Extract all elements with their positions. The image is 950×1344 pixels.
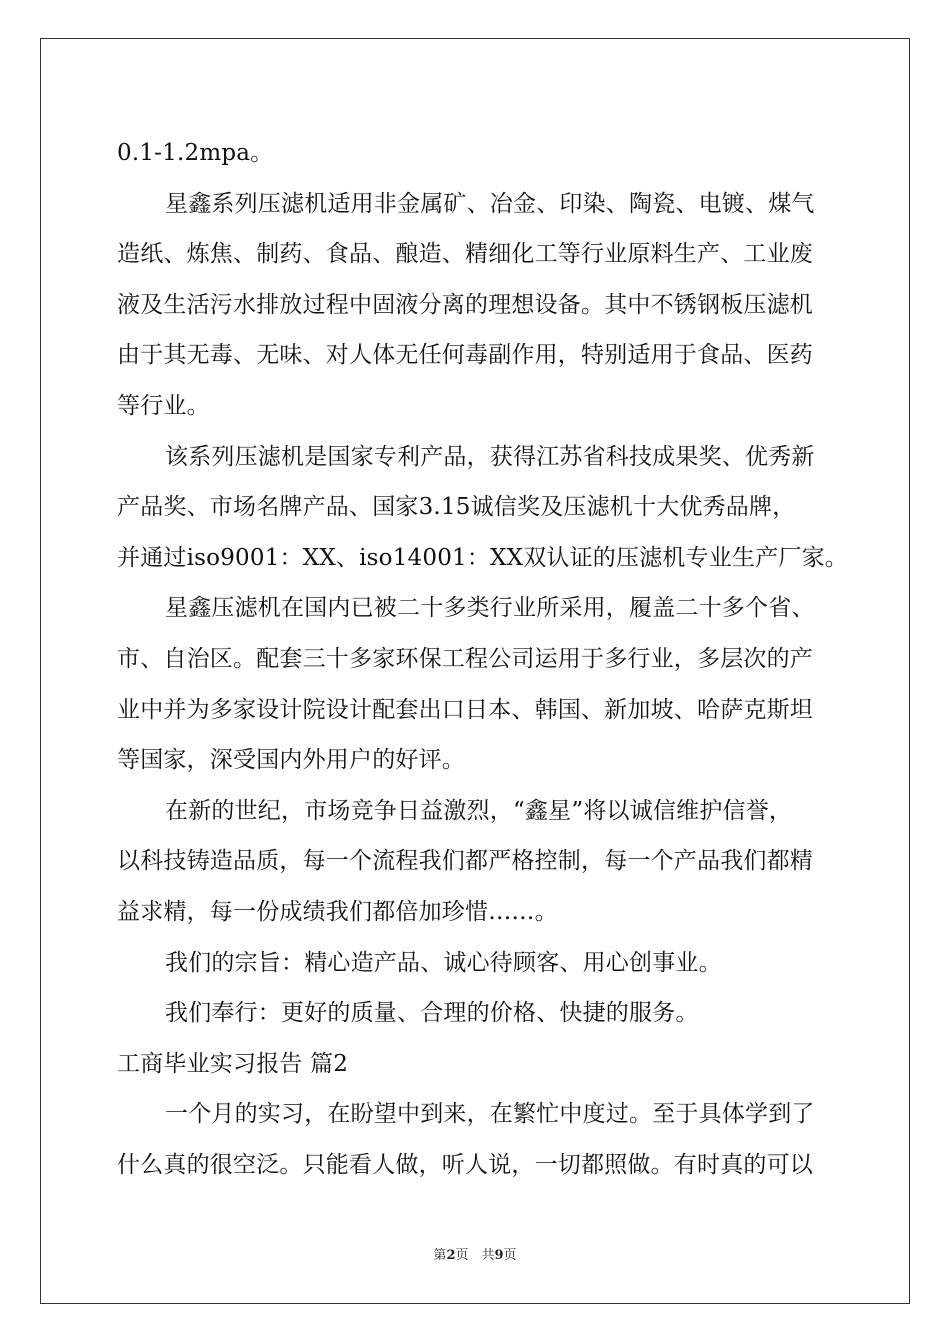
text-line: 等国家，深受国内外用户的好评。	[117, 747, 465, 774]
text-line: 并通过iso9001：XX、iso14001：XX双认证的压滤机专业生产厂家。	[117, 544, 849, 571]
current-page-number: 2	[446, 1248, 456, 1263]
text-line: 产品奖、市场名牌产品、国家3.15诚信奖及压滤机十大优秀品牌，	[117, 494, 796, 521]
text-line: 以科技铸造品质，每一个流程我们都严格控制，每一个产品我们都精	[117, 848, 813, 875]
text-line: 液及生活污水排放过程中固液分离的理想设备。其中不锈钢板压滤机	[117, 291, 813, 318]
text-line: 等行业。	[117, 392, 210, 419]
footer-mid: 页 共	[455, 1248, 495, 1263]
footer-suffix: 页	[503, 1248, 517, 1263]
text-line: 由于其无毒、无味、对人体无任何毒副作用，特别适用于食品、医药	[117, 342, 813, 369]
text-line: 星鑫系列压滤机适用非金属矿、冶金、印染、陶瓷、电镀、煤气	[165, 190, 815, 217]
text-line: 0.1-1.2mpa。	[117, 140, 274, 166]
footer-prefix: 第	[433, 1248, 447, 1263]
text-line: 什么真的很空泛。只能看人做，听人说，一切都照做。有时真的可以	[117, 1151, 813, 1178]
text-line: 一个月的实习，在盼望中到来，在繁忙中度过。至于具体学到了	[165, 1101, 815, 1128]
text-line: 该系列压滤机是国家专利产品，获得江苏省科技成果奖、优秀新	[165, 443, 815, 470]
text-line: 在新的世纪，市场竞争日益激烈，“鑫星”将以诚信维护信誉，	[165, 797, 793, 824]
text-line: 益求精，每一份成绩我们都倍加珍惜……。	[117, 898, 558, 925]
section-heading: 工商毕业实习报告 篇2	[117, 1050, 349, 1077]
text-line: 星鑫压滤机在国内已被二十多类行业所采用，履盖二十多个省、	[165, 595, 815, 622]
text-line: 造纸、炼焦、制药、食品、酿造、精细化工等行业原料生产、工业废	[117, 241, 813, 268]
document-body	[117, 128, 849, 1190]
total-page-count: 9	[494, 1248, 504, 1263]
text-line: 市、自治区。配套三十多家环保工程公司运用于多行业，多层次的产	[117, 645, 813, 672]
page-footer	[0, 1244, 950, 1263]
text-line: 我们的宗旨：精心造产品、诚心待顾客、用心创事业。	[165, 949, 722, 976]
text-line: 业中并为多家设计院设计配套出口日本、韩国、新加坡、哈萨克斯坦	[117, 696, 813, 723]
text-line: 我们奉行：更好的质量、合理的价格、快捷的服务。	[165, 1000, 699, 1027]
